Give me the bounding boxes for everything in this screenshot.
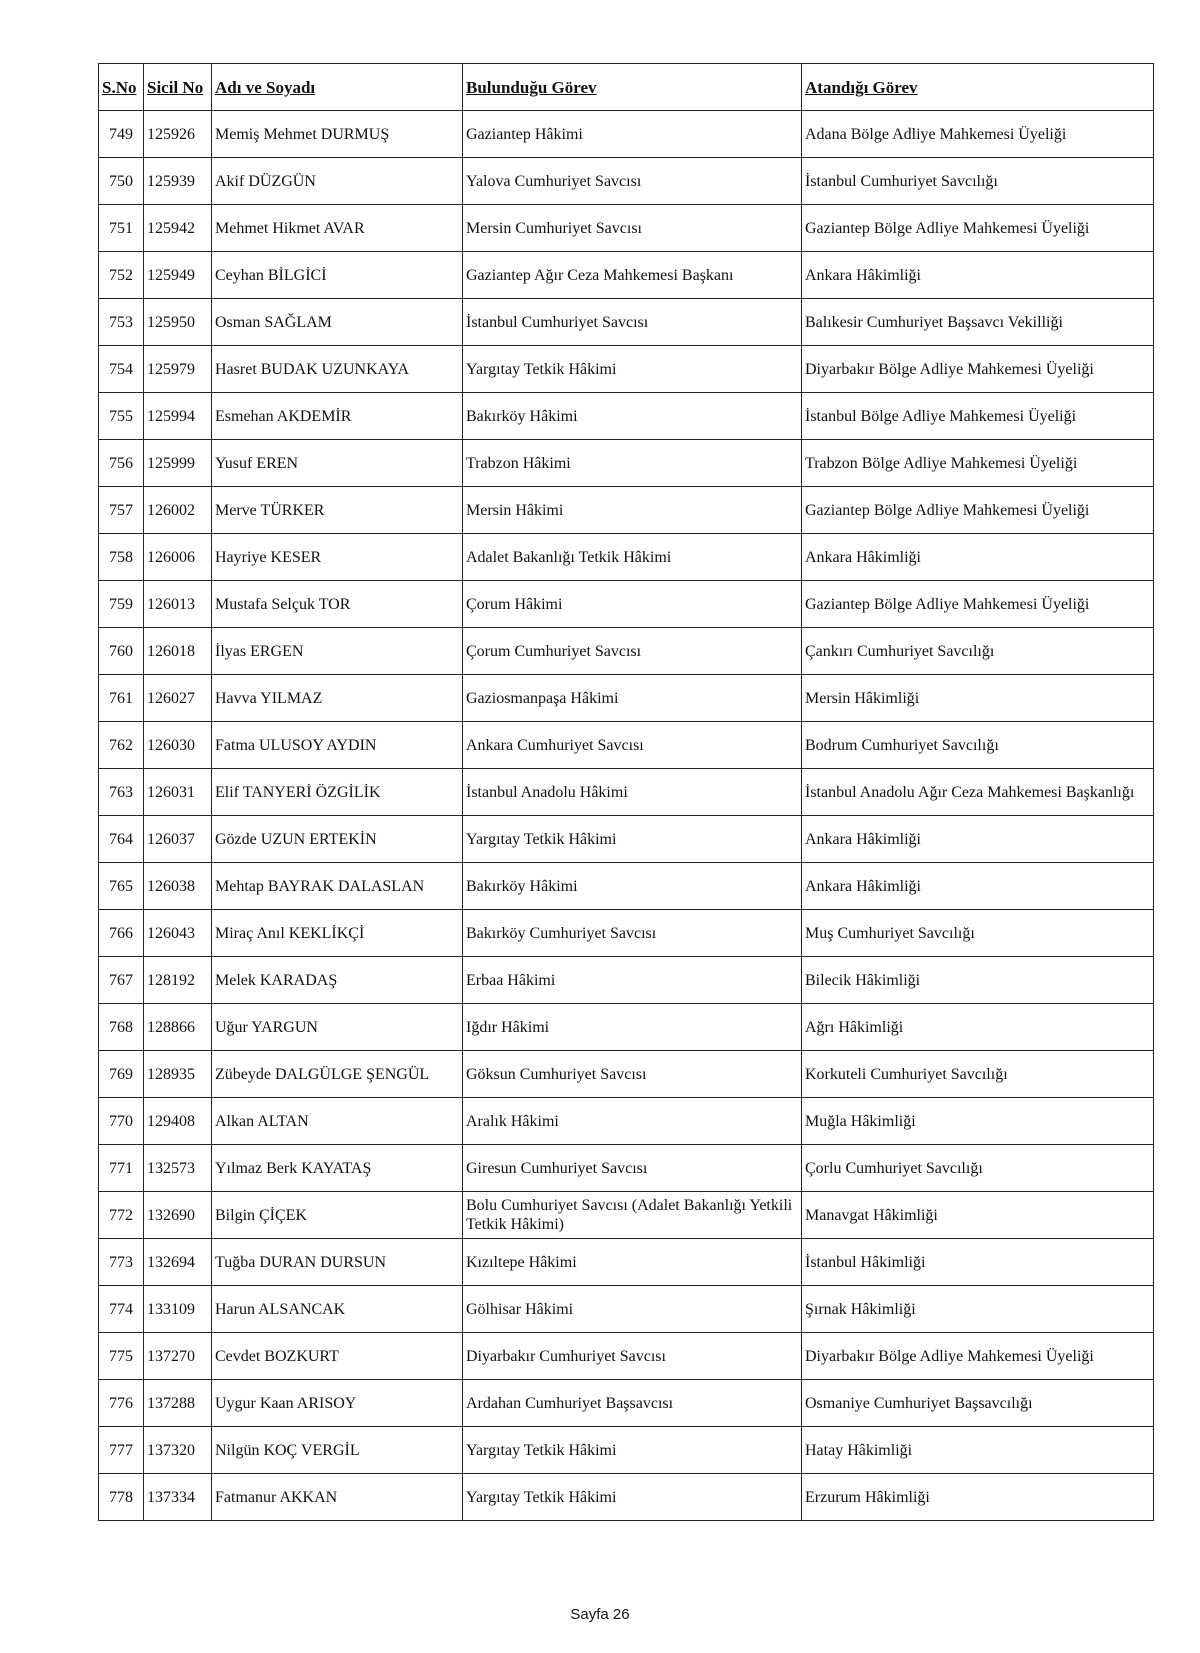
cell-name: Fatmanur AKKAN <box>212 1474 463 1521</box>
cell-assigned-position: Balıkesir Cumhuriyet Başsavcı Vekilliği <box>802 299 1154 346</box>
cell-current-position: Kızıltepe Hâkimi <box>463 1239 802 1286</box>
table-row <box>99 1004 1154 1051</box>
cell-sicil-no: 126002 <box>144 487 212 534</box>
table-row <box>99 1051 1154 1098</box>
table-row <box>99 957 1154 1004</box>
cell-name: Esmehan AKDEMİR <box>212 393 463 440</box>
cell-assigned-position: Osmaniye Cumhuriyet Başsavcılığı <box>802 1380 1154 1427</box>
table-row <box>99 1098 1154 1145</box>
cell-current-position: Bakırköy Hâkimi <box>463 863 802 910</box>
table-row <box>99 675 1154 722</box>
cell-sno: 755 <box>99 393 144 440</box>
table-header-row <box>99 64 1154 111</box>
cell-sno: 764 <box>99 816 144 863</box>
cell-sno: 749 <box>99 111 144 158</box>
cell-assigned-position: İstanbul Hâkimliği <box>802 1239 1154 1286</box>
header-sicil-no: Sicil No <box>144 64 212 111</box>
cell-name: Yusuf EREN <box>212 440 463 487</box>
cell-current-position: Gölhisar Hâkimi <box>463 1286 802 1333</box>
cell-assigned-position: İstanbul Anadolu Ağır Ceza Mahkemesi Başkanlığı <box>802 769 1154 816</box>
cell-name: Tuğba DURAN DURSUN <box>212 1239 463 1286</box>
table-row <box>99 722 1154 769</box>
cell-sno: 757 <box>99 487 144 534</box>
cell-assigned-position: Gaziantep Bölge Adliye Mahkemesi Üyeliği <box>802 581 1154 628</box>
cell-current-position: Erbaa Hâkimi <box>463 957 802 1004</box>
cell-sno: 768 <box>99 1004 144 1051</box>
cell-sicil-no: 125950 <box>144 299 212 346</box>
cell-sicil-no: 126030 <box>144 722 212 769</box>
table-row <box>99 1286 1154 1333</box>
cell-assigned-position: Erzurum Hâkimliği <box>802 1474 1154 1521</box>
cell-current-position: Giresun Cumhuriyet Savcısı <box>463 1145 802 1192</box>
cell-assigned-position: Ağrı Hâkimliği <box>802 1004 1154 1051</box>
cell-name: Hayriye KESER <box>212 534 463 581</box>
table-row <box>99 1333 1154 1380</box>
cell-name: Osman SAĞLAM <box>212 299 463 346</box>
cell-sno: 767 <box>99 957 144 1004</box>
table-row <box>99 628 1154 675</box>
cell-assigned-position: İstanbul Bölge Adliye Mahkemesi Üyeliği <box>802 393 1154 440</box>
cell-sno: 765 <box>99 863 144 910</box>
cell-sicil-no: 126018 <box>144 628 212 675</box>
cell-sno: 750 <box>99 158 144 205</box>
cell-current-position: Adalet Bakanlığı Tetkik Hâkimi <box>463 534 802 581</box>
table-row <box>99 910 1154 957</box>
cell-sno: 761 <box>99 675 144 722</box>
table-row <box>99 1380 1154 1427</box>
cell-current-position: Yargıtay Tetkik Hâkimi <box>463 1474 802 1521</box>
cell-sicil-no: 128192 <box>144 957 212 1004</box>
cell-assigned-position: Bilecik Hâkimliği <box>802 957 1154 1004</box>
table-row <box>99 863 1154 910</box>
cell-sno: 758 <box>99 534 144 581</box>
cell-name: Nilgün KOÇ VERGİL <box>212 1427 463 1474</box>
cell-name: Hasret BUDAK UZUNKAYA <box>212 346 463 393</box>
cell-assigned-position: İstanbul Cumhuriyet Savcılığı <box>802 158 1154 205</box>
cell-sno: 772 <box>99 1192 144 1239</box>
cell-name: Havva YILMAZ <box>212 675 463 722</box>
cell-current-position: Aralık Hâkimi <box>463 1098 802 1145</box>
cell-assigned-position: Korkuteli Cumhuriyet Savcılığı <box>802 1051 1154 1098</box>
cell-current-position: Çorum Hâkimi <box>463 581 802 628</box>
cell-current-position: Trabzon Hâkimi <box>463 440 802 487</box>
cell-assigned-position: Mersin Hâkimliği <box>802 675 1154 722</box>
table-row <box>99 346 1154 393</box>
cell-assigned-position: Adana Bölge Adliye Mahkemesi Üyeliği <box>802 111 1154 158</box>
cell-sno: 754 <box>99 346 144 393</box>
cell-sicil-no: 129408 <box>144 1098 212 1145</box>
cell-sicil-no: 128866 <box>144 1004 212 1051</box>
cell-sicil-no: 132573 <box>144 1145 212 1192</box>
cell-current-position: Bakırköy Cumhuriyet Savcısı <box>463 910 802 957</box>
table-body <box>99 111 1154 1521</box>
cell-sicil-no: 126031 <box>144 769 212 816</box>
cell-assigned-position: Ankara Hâkimliği <box>802 252 1154 299</box>
cell-assigned-position: Ankara Hâkimliği <box>802 534 1154 581</box>
cell-sicil-no: 126013 <box>144 581 212 628</box>
cell-name: Fatma ULUSOY AYDIN <box>212 722 463 769</box>
cell-current-position: Mersin Hâkimi <box>463 487 802 534</box>
cell-assigned-position: Trabzon Bölge Adliye Mahkemesi Üyeliği <box>802 440 1154 487</box>
table-row <box>99 1145 1154 1192</box>
cell-sno: 776 <box>99 1380 144 1427</box>
header-name: Adı ve Soyadı <box>212 64 463 111</box>
cell-assigned-position: Diyarbakır Bölge Adliye Mahkemesi Üyeliği <box>802 346 1154 393</box>
table-row <box>99 1427 1154 1474</box>
cell-sno: 760 <box>99 628 144 675</box>
cell-sno: 771 <box>99 1145 144 1192</box>
cell-sicil-no: 125979 <box>144 346 212 393</box>
cell-sicil-no: 137270 <box>144 1333 212 1380</box>
cell-sno: 777 <box>99 1427 144 1474</box>
cell-sicil-no: 125942 <box>144 205 212 252</box>
cell-sno: 756 <box>99 440 144 487</box>
cell-assigned-position: Hatay Hâkimliği <box>802 1427 1154 1474</box>
table-row <box>99 205 1154 252</box>
cell-current-position: Göksun Cumhuriyet Savcısı <box>463 1051 802 1098</box>
appointments-table <box>98 63 1154 1521</box>
cell-assigned-position: Gaziantep Bölge Adliye Mahkemesi Üyeliği <box>802 205 1154 252</box>
cell-current-position: Yalova Cumhuriyet Savcısı <box>463 158 802 205</box>
table-row <box>99 769 1154 816</box>
cell-sno: 778 <box>99 1474 144 1521</box>
cell-sicil-no: 126043 <box>144 910 212 957</box>
cell-assigned-position: Manavgat Hâkimliği <box>802 1192 1154 1239</box>
cell-assigned-position: Bodrum Cumhuriyet Savcılığı <box>802 722 1154 769</box>
cell-current-position: Çorum Cumhuriyet Savcısı <box>463 628 802 675</box>
cell-sno: 766 <box>99 910 144 957</box>
cell-sno: 773 <box>99 1239 144 1286</box>
table-row <box>99 299 1154 346</box>
cell-sicil-no: 126038 <box>144 863 212 910</box>
cell-name: Bilgin ÇİÇEK <box>212 1192 463 1239</box>
cell-sicil-no: 126006 <box>144 534 212 581</box>
table-row <box>99 111 1154 158</box>
header-assigned-position: Atandığı Görev <box>802 64 1154 111</box>
table-row <box>99 1239 1154 1286</box>
table-row <box>99 1192 1154 1239</box>
cell-assigned-position: Diyarbakır Bölge Adliye Mahkemesi Üyeliği <box>802 1333 1154 1380</box>
cell-sno: 774 <box>99 1286 144 1333</box>
table-row <box>99 487 1154 534</box>
cell-sicil-no: 125926 <box>144 111 212 158</box>
table-row <box>99 1474 1154 1521</box>
cell-sno: 762 <box>99 722 144 769</box>
table-row <box>99 816 1154 863</box>
cell-name: Elif TANYERİ ÖZGİLİK <box>212 769 463 816</box>
table-row <box>99 440 1154 487</box>
cell-assigned-position: Şırnak Hâkimliği <box>802 1286 1154 1333</box>
cell-name: Melek KARADAŞ <box>212 957 463 1004</box>
cell-sicil-no: 125949 <box>144 252 212 299</box>
header-current-position: Bulunduğu Görev <box>463 64 802 111</box>
cell-sno: 769 <box>99 1051 144 1098</box>
cell-assigned-position: Gaziantep Bölge Adliye Mahkemesi Üyeliği <box>802 487 1154 534</box>
cell-current-position: Iğdır Hâkimi <box>463 1004 802 1051</box>
cell-assigned-position: Çorlu Cumhuriyet Savcılığı <box>802 1145 1154 1192</box>
cell-sicil-no: 137288 <box>144 1380 212 1427</box>
cell-current-position: Ankara Cumhuriyet Savcısı <box>463 722 802 769</box>
cell-current-position: Gaziantep Hâkimi <box>463 111 802 158</box>
cell-sno: 770 <box>99 1098 144 1145</box>
cell-assigned-position: Ankara Hâkimliği <box>802 863 1154 910</box>
cell-current-position: Diyarbakır Cumhuriyet Savcısı <box>463 1333 802 1380</box>
cell-sno: 753 <box>99 299 144 346</box>
cell-assigned-position: Çankırı Cumhuriyet Savcılığı <box>802 628 1154 675</box>
cell-current-position: Yargıtay Tetkik Hâkimi <box>463 346 802 393</box>
cell-name: Ceyhan BİLGİCİ <box>212 252 463 299</box>
cell-name: Harun ALSANCAK <box>212 1286 463 1333</box>
cell-current-position: Yargıtay Tetkik Hâkimi <box>463 816 802 863</box>
cell-name: Cevdet BOZKURT <box>212 1333 463 1380</box>
cell-current-position: Ardahan Cumhuriyet Başsavcısı <box>463 1380 802 1427</box>
cell-sicil-no: 126037 <box>144 816 212 863</box>
cell-sicil-no: 128935 <box>144 1051 212 1098</box>
cell-name: Gözde UZUN ERTEKİN <box>212 816 463 863</box>
cell-name: Zübeyde DALGÜLGE ŞENGÜL <box>212 1051 463 1098</box>
cell-name: Mehmet Hikmet AVAR <box>212 205 463 252</box>
cell-assigned-position: Muş Cumhuriyet Savcılığı <box>802 910 1154 957</box>
cell-sicil-no: 137320 <box>144 1427 212 1474</box>
table-row <box>99 393 1154 440</box>
cell-name: Memiş Mehmet DURMUŞ <box>212 111 463 158</box>
cell-current-position: Gaziantep Ağır Ceza Mahkemesi Başkanı <box>463 252 802 299</box>
cell-current-position: İstanbul Anadolu Hâkimi <box>463 769 802 816</box>
cell-sicil-no: 126027 <box>144 675 212 722</box>
table-row <box>99 581 1154 628</box>
cell-sno: 775 <box>99 1333 144 1380</box>
cell-assigned-position: Ankara Hâkimliği <box>802 816 1154 863</box>
table-row <box>99 534 1154 581</box>
cell-sicil-no: 125999 <box>144 440 212 487</box>
header-sno: S.No <box>99 64 144 111</box>
cell-sno: 763 <box>99 769 144 816</box>
cell-sicil-no: 125939 <box>144 158 212 205</box>
table-row <box>99 158 1154 205</box>
cell-name: Mehtap BAYRAK DALASLAN <box>212 863 463 910</box>
cell-sicil-no: 137334 <box>144 1474 212 1521</box>
cell-current-position: Bakırköy Hâkimi <box>463 393 802 440</box>
cell-sno: 759 <box>99 581 144 628</box>
table-row <box>99 252 1154 299</box>
cell-sicil-no: 133109 <box>144 1286 212 1333</box>
cell-name: Akif DÜZGÜN <box>212 158 463 205</box>
cell-assigned-position: Muğla Hâkimliği <box>802 1098 1154 1145</box>
cell-name: Yılmaz Berk KAYATAŞ <box>212 1145 463 1192</box>
cell-name: İlyas ERGEN <box>212 628 463 675</box>
cell-name: Uygur Kaan ARISOY <box>212 1380 463 1427</box>
cell-name: Mustafa Selçuk TOR <box>212 581 463 628</box>
cell-sicil-no: 132690 <box>144 1192 212 1239</box>
cell-name: Alkan ALTAN <box>212 1098 463 1145</box>
cell-sno: 752 <box>99 252 144 299</box>
cell-name: Uğur YARGUN <box>212 1004 463 1051</box>
cell-current-position: Yargıtay Tetkik Hâkimi <box>463 1427 802 1474</box>
cell-current-position: İstanbul Cumhuriyet Savcısı <box>463 299 802 346</box>
cell-sicil-no: 125994 <box>144 393 212 440</box>
page-number: Sayfa 26 <box>570 1606 630 1623</box>
cell-current-position: Bolu Cumhuriyet Savcısı (Adalet Bakanlığı Yetkili Tetkik Hâkimi) <box>463 1192 802 1239</box>
cell-current-position: Mersin Cumhuriyet Savcısı <box>463 205 802 252</box>
cell-name: Merve TÜRKER <box>212 487 463 534</box>
cell-sno: 751 <box>99 205 144 252</box>
cell-current-position: Gaziosmanpaşa Hâkimi <box>463 675 802 722</box>
cell-name: Miraç Anıl KEKLİKÇİ <box>212 910 463 957</box>
cell-sicil-no: 132694 <box>144 1239 212 1286</box>
